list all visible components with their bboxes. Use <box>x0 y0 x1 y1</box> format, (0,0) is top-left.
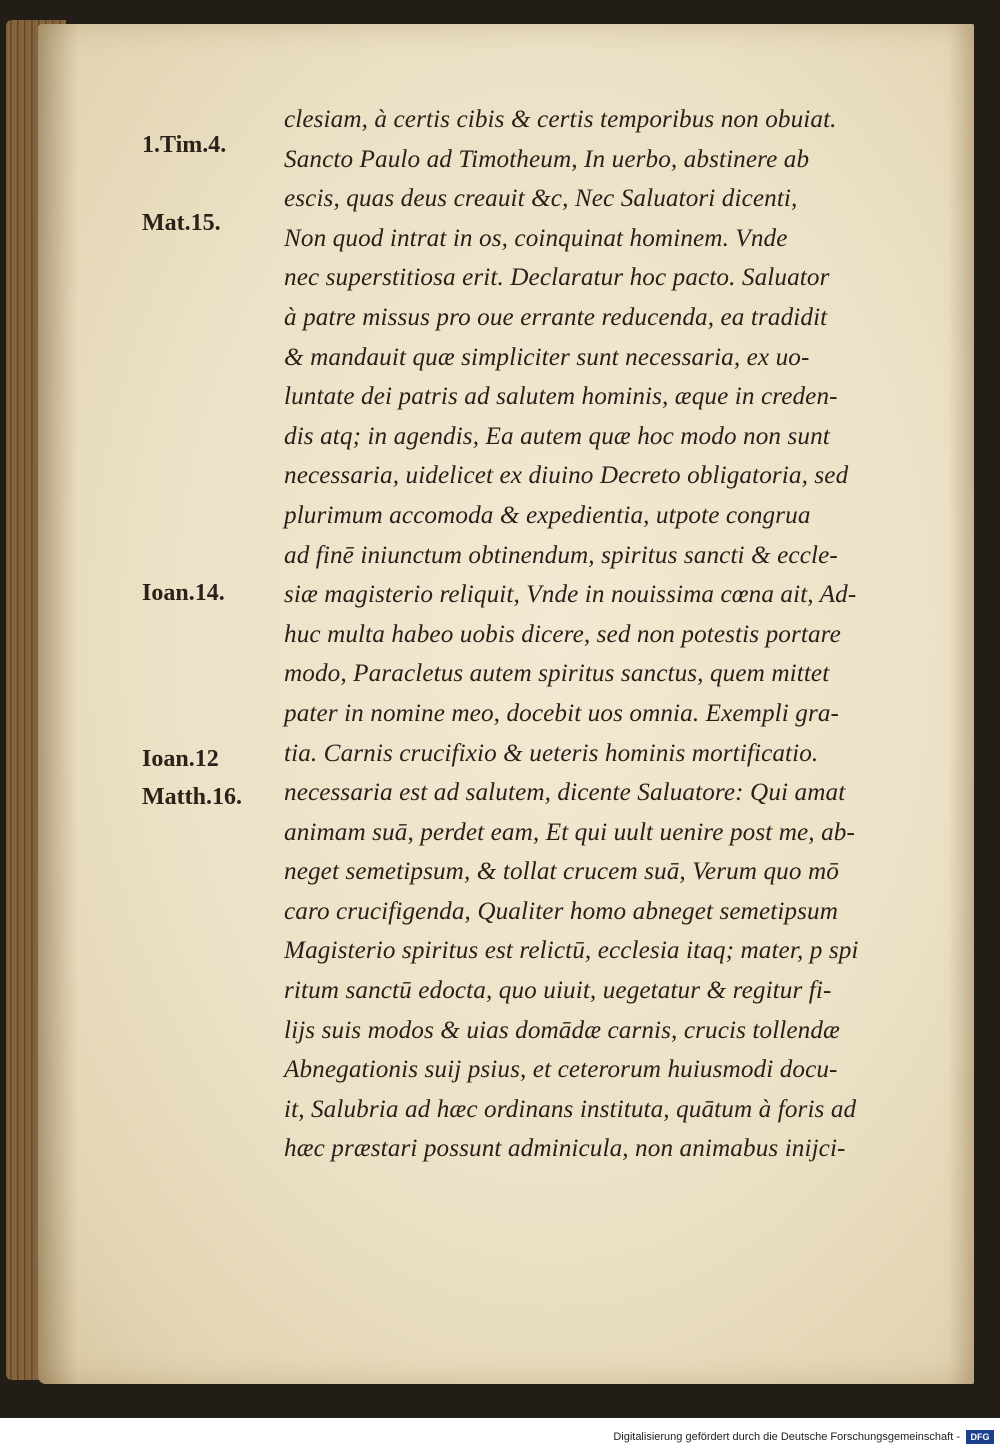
text-line: luntate dei patris ad salutem hominis, æque in creden- <box>284 383 838 411</box>
footer-credit: Digitalisierung gefördert durch die Deutsche Forschungsgemeinschaft - <box>613 1431 960 1443</box>
text-line: lijs suis modos & uias domādæ carnis, crucis tollendæ <box>284 1016 840 1044</box>
text-line: tia. Carnis crucifixio & ueteris hominis mortificatio. <box>284 739 819 767</box>
text-line: modo, Paracletus autem spiritus sanctus, quem mittet <box>284 660 830 688</box>
margin-note: Ioan.12 <box>142 746 219 772</box>
margin-note: Ioan.14. <box>142 580 225 606</box>
text-line: necessaria est ad salutem, dicente Saluatore: Qui amat <box>284 779 846 807</box>
margin-note: 1.Tim.4. <box>142 132 227 158</box>
text-line: & mandauit quæ simpliciter sunt necessaria, ex uo- <box>284 343 810 371</box>
text-line: siæ magisterio reliquit, Vnde in nouissima cœna ait, Ad- <box>284 581 857 609</box>
text-line: nec superstitiosa erit. Declaratur hoc pacto. Saluator <box>284 264 830 292</box>
text-line: it, Salubria ad hæc ordinans instituta, quātum à foris ad <box>284 1095 857 1123</box>
margin-note: Matth.16. <box>142 784 242 810</box>
dfg-logo-icon: DFG <box>966 1430 994 1444</box>
page-right-edge <box>948 24 974 1384</box>
text-line: ritum sanctū edocta, quo uiuit, uegetatur & regitur fi- <box>284 977 832 1005</box>
text-line: Abnegationis suij psius, et ceterorum huiusmodi docu- <box>284 1056 838 1084</box>
margin-note: Mat.15. <box>142 210 221 236</box>
text-line: necessaria, uidelicet ex diuino Decreto obligatoria, sed <box>284 462 849 490</box>
body-text <box>284 100 934 1169</box>
text-line: dis atq; in agendis, Ea autem quæ hoc modo non sunt <box>284 422 830 450</box>
binding-shadow <box>38 24 78 1384</box>
text-line: à patre missus pro oue errante reducenda, ea tradidit <box>284 303 828 331</box>
text-line: escis, quas deus creauit &c, Nec Saluatori dicenti, <box>284 185 798 213</box>
text-line: ad finē iniunctum obtinendum, spiritus sancti & eccle- <box>284 541 838 569</box>
text-line: pater in nomine meo, docebit uos omnia. Exempli gra- <box>284 699 840 727</box>
text-line: caro crucifigenda, Qualiter homo abneget semetipsum <box>284 897 838 925</box>
text-line: neget semetipsum, & tollat crucem suā, Verum quo mō <box>284 858 839 886</box>
text-line: Sancto Paulo ad Timotheum, In uerbo, abstinere ab <box>284 145 810 173</box>
text-line: hæc præstari possunt adminicula, non animabus inijci- <box>284 1135 846 1163</box>
text-line: huc multa habeo uobis dicere, sed non potestis portare <box>284 620 841 648</box>
text-line: animam suā, perdet eam, Et qui uult uenire post me, ab- <box>284 818 855 846</box>
page-paper <box>38 24 974 1384</box>
text-line: clesiam, à certis cibis & certis temporibus non obuiat. <box>284 106 837 133</box>
text-line: Magisterio spiritus est relictū, ecclesia itaq; mater, p spi <box>284 937 859 965</box>
text-line: Non quod intrat in os, coinquinat hominem. Vnde <box>284 224 788 252</box>
margin-notes <box>142 24 302 1384</box>
footer-bar <box>0 1418 1000 1452</box>
text-line: plurimum accomoda & expedientia, utpote congrua <box>284 501 811 529</box>
